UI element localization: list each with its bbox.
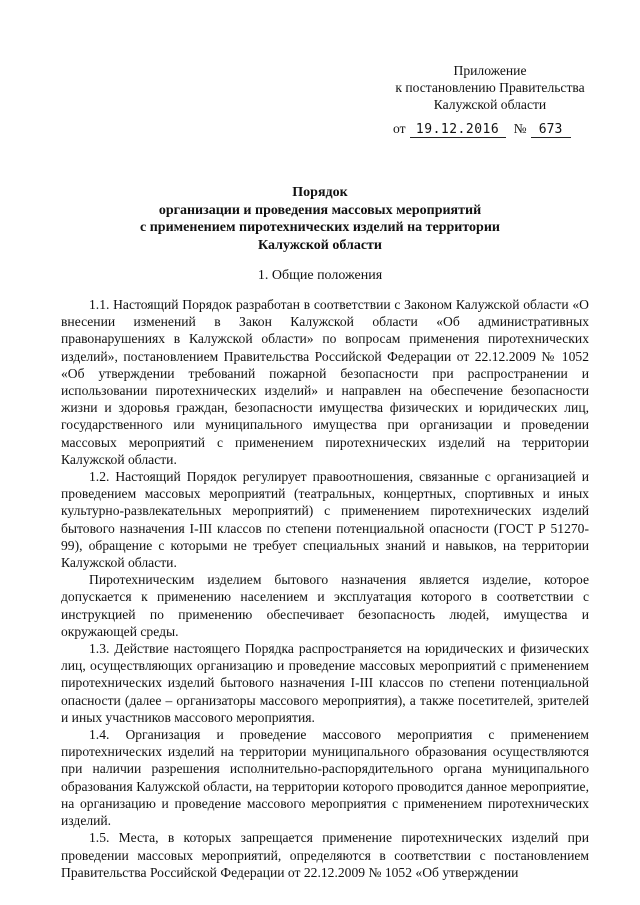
title-line-3: с применением пиротехнических изделий на территории	[140, 220, 500, 235]
paragraph-1-2: 1.2. Настоящий Порядок регулирует правоотношения, связанные с организацией и проведением массовых мероприятий (театральных, концертных, спортивных и иных культурно-развлекательных мероприятий) с применением пиротехнических изделий бытового назначения I-III классов по степени потенциальной опасности (ГОСТ Р 51270-99), обращение с которыми не требует специальных знаний и навыков, на территории Калужской области.	[61, 469, 589, 571]
decree-number: 673	[531, 122, 571, 138]
paragraph-definition: Пиротехническим изделием бытового назначения является изделие, которое допускается к применению населением и эксплуатация которого в соответствии с инструкцией по применению обеспечивает безопасность людей, имущества и окружающей среды.	[61, 572, 589, 639]
title-line-1: Порядок	[292, 185, 348, 200]
annex-block	[380, 62, 600, 113]
annex-reference: к постановлению Правительства	[395, 80, 585, 95]
annex-label: Приложение	[453, 63, 527, 78]
decree-reference	[393, 121, 613, 138]
paragraph-1-4: 1.4. Организация и проведение массового мероприятия с применением пиротехнических изделий на территории муниципального образования осуществляются при наличии разрешения исполнительно-распорядительного органа муниципального образования Калужской области, на территории которого проводится данное мероприятие, на организацию и проведение массового мероприятия с применением пиротехнических изделий.	[61, 727, 589, 829]
decree-number-label: №	[513, 121, 527, 136]
annex-region: Калужской области	[433, 97, 547, 112]
document-title	[60, 184, 580, 254]
paragraph-1-3: 1.3. Действие настоящего Порядка распространяется на юридических и физических лиц, осуществляющих организацию и проведение массовых мероприятий с применением пиротехнических изделий бытового назначения I-III классов по степени потенциальной опасности (далее – организаторы массового мероприятия), а также посетителей, зрителей и иных участников массового мероприятия.	[61, 641, 589, 725]
document-body	[61, 296, 589, 881]
decree-from-label: от	[393, 121, 406, 136]
section-heading: 1. Общие положения	[257, 268, 383, 283]
title-line-4: Калужской области	[258, 237, 382, 253]
title-line-2: организации и проведения массовых мероприятий	[158, 202, 482, 218]
paragraph-1-1: 1.1. Настоящий Порядок разработан в соответствии с Законом Калужской области «О внесении изменений в Закон Калужской области «Об административных правонарушениях в Калужской области» по вопросам применения пиротехнических изделий», постановлением Правительства Российской Федерации от 22.12.2009 № 1052 «Об утверждении требований пожарной безопасности при распространении и использовании пиротехнических изделий» и направлен на обеспечение безопасности жизни и здоровья граждан, безопасности имущества физических и юридических лиц, государственного или муниципального имущества при организации и проведении массовых мероприятий с применением пиротехнических изделий на территории Калужской области.	[61, 297, 589, 467]
decree-date: 19.12.2016	[410, 122, 506, 138]
paragraph-1-5: 1.5. Места, в которых запрещается применение пиротехнических изделий при проведении массовых мероприятий, определяются в соответствии с постановлением Правительства Российской Федерации от 22.12.2009 № 1052 «Об утверждении	[61, 830, 589, 880]
